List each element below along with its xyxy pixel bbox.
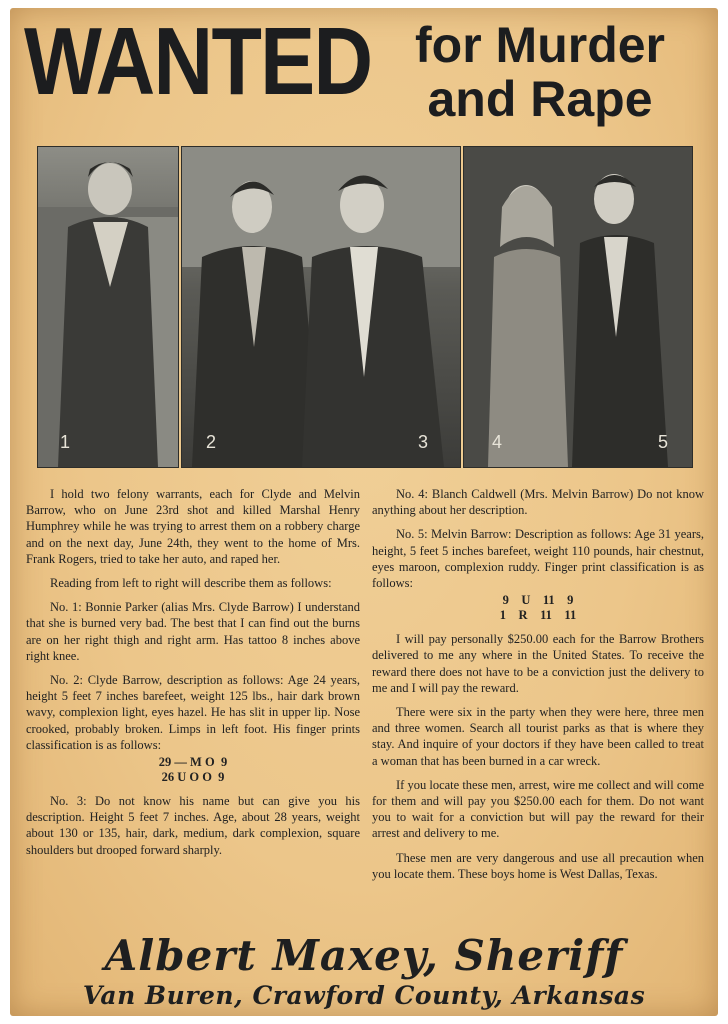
portrait-figure-1 [38, 147, 178, 467]
prints-line: 29 — M O 9 [158, 755, 228, 770]
photo-number: 2 [206, 432, 217, 452]
suspect-3-description: No. 3: Do not know his name but can give you his description. Height 5 feet 7 inches. Age, about 28 years, weight about 130 or 135, hair, dark, medium, dark complexion, square shoulders but drooped forward sharply. [26, 794, 360, 857]
suspect-photos [37, 146, 717, 466]
melvin-fingerprint-classification [372, 593, 704, 623]
suspect-1-description: No. 1: Bonnie Parker (alias Mrs. Clyde Barrow) I understand that she is burned very bad. The best that I can find out the burns are on her right thigh and right arm. Has tattoo 8 inches above right knee. [26, 600, 360, 663]
photo-blanch-and-melvin [463, 146, 693, 468]
photo-number: 3 [418, 432, 429, 452]
intro-paragraph: I hold two felony warrants, each for Clyde and Melvin Barrow, who on June 23rd shot and killed Marshal Henry Humphrey while he was trying to arrest them on a robbery charge and on the next day, June 24th, they went to the home of Mrs. Frank Rogers, tried to take her auto, and raped her. [26, 487, 360, 566]
reading-paragraph: Reading from left to right will describe them as follows: [50, 576, 332, 591]
locate-paragraph: If you locate these men, arrest, wire me collect and will come for them and will pay you $250.00 each for them. Do not want you to wait for a conviction but will pay the reward for their arrest and delivery to me. [372, 777, 704, 841]
portrait-figures-2-3 [182, 147, 460, 467]
photo-bonnie-parker [37, 146, 179, 468]
danger-paragraph: These men are very dangerous and use all precaution when you locate them. These boys home is West Dallas, Texas. [372, 850, 704, 881]
suspect-4-description: No. 4: Blanch Caldwell (Mrs. Melvin Barrow) Do not know anything about her description. [372, 487, 704, 518]
prints-line: 26 U O O 9 [161, 770, 225, 785]
prints-line: 9 U 11 9 [502, 593, 574, 608]
wanted-poster [10, 8, 718, 1016]
crime-line-2: and Rape [427, 71, 653, 127]
crime-headline [370, 18, 710, 126]
photo-number: 4 [492, 432, 503, 452]
suspect-2-description: No. 2: Clyde Barrow, description as follows: Age 24 years, height 5 feet 7 inches barefeet, weight 125 lbs., hair dark brown wavy, complexion light, eyes hazel. He has slit in upper lip. Nose crooked, probably broken. Limps in left foot. His finger prints classification is as follows: [26, 673, 360, 752]
party-paragraph: There were six in the party when they were here, three men and three women. Search all tourist parks as that is where they stay. And inquire of your doctors if they have been called to treat a woman that has been burned in a car wreck. [372, 705, 704, 768]
left-text-column [26, 486, 360, 866]
photo-clyde-and-unknown [181, 146, 461, 468]
sheriff-signature: Albert Maxey, Sheriff [104, 931, 624, 980]
photo-number: 5 [658, 432, 669, 452]
prints-line: 1 R 11 11 [499, 608, 577, 623]
suspect-5-description: No. 5: Melvin Barrow: Description as follows: Age 31 years, height, 5 feet 5 inches barefeet, weight 110 pounds, hair chestnut, eyes maroon, complexion ruddy. Finger print classification is as follows: [372, 527, 704, 591]
wanted-headline: WANTED [24, 8, 372, 115]
right-text-column [372, 486, 704, 890]
reward-paragraph: I will pay personally $250.00 each for the Barrow Brothers delivered to me any where in the United States. To receive the reward there does not have to be a conviction just the delivery to me and I will pay the reward. [372, 632, 704, 695]
crime-line-1: for Murder [415, 17, 665, 73]
photo-number: 1 [60, 432, 71, 452]
clyde-fingerprint-classification [26, 755, 360, 785]
county-line: Van Buren, Crawford County, Arkansas [82, 981, 646, 1010]
portrait-figures-4-5 [464, 147, 692, 467]
